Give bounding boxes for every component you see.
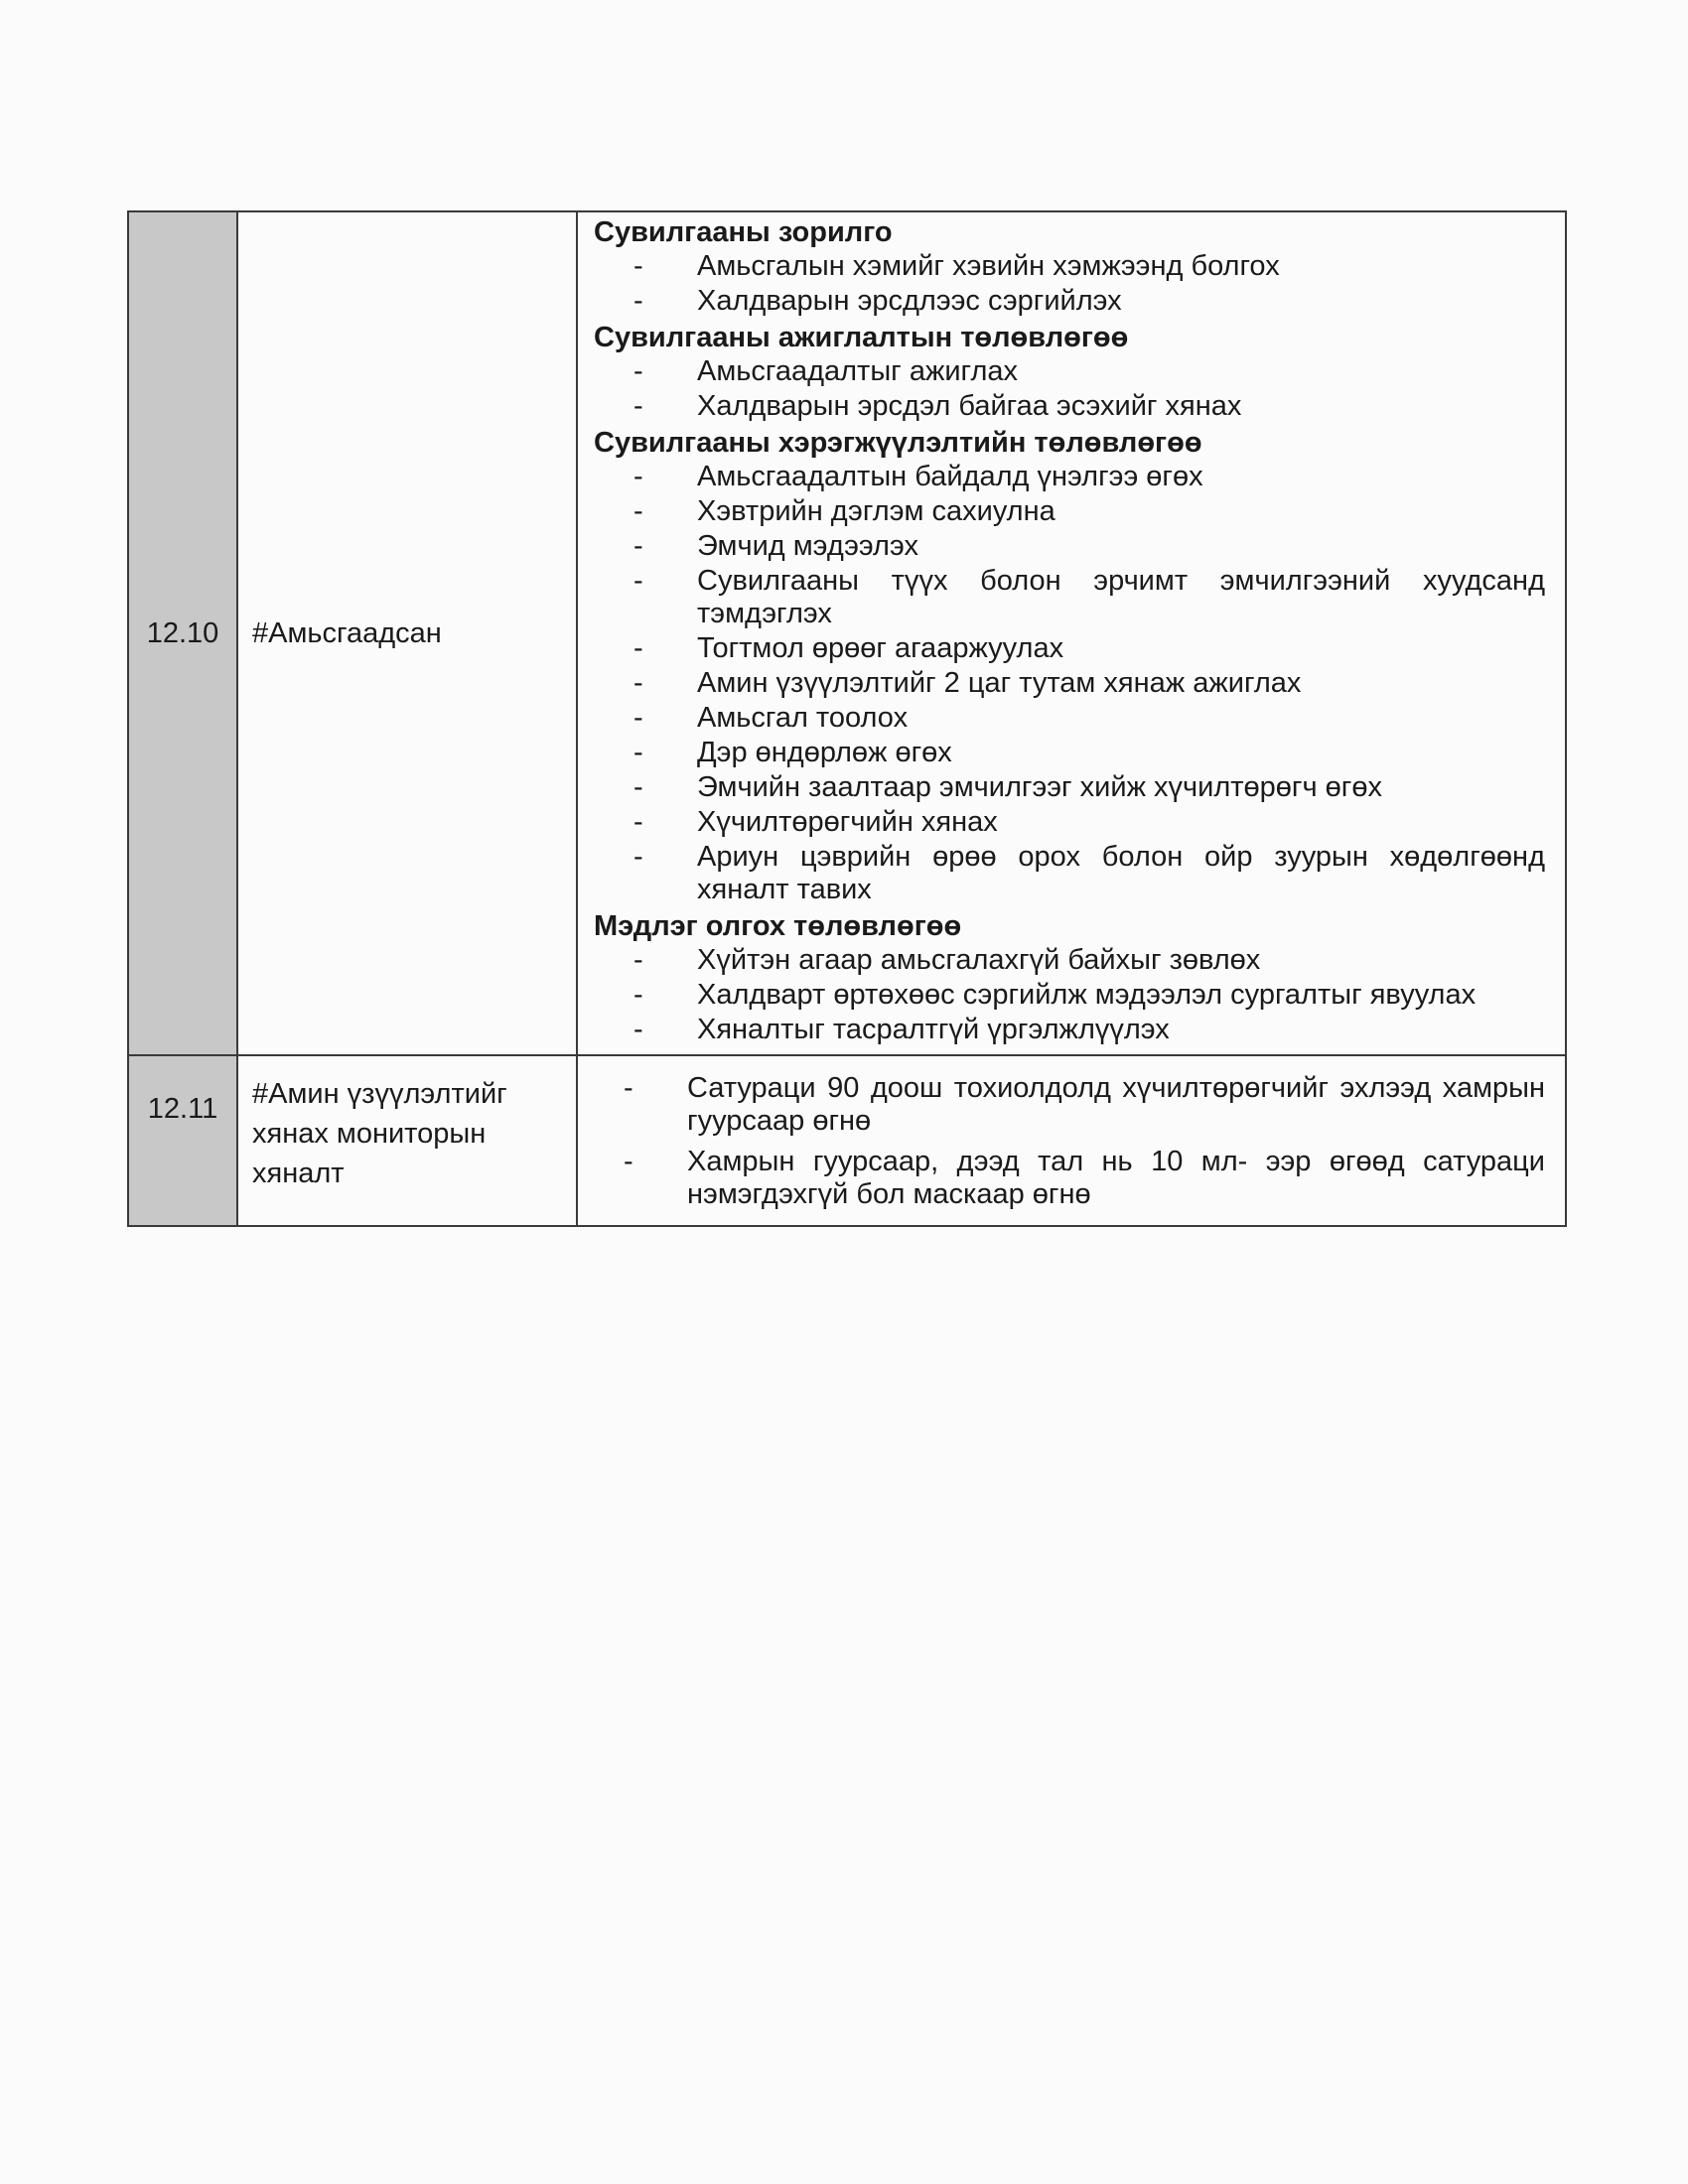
list-item bbox=[624, 1072, 1545, 1138]
list-item bbox=[633, 390, 1545, 423]
list-item bbox=[633, 979, 1545, 1012]
row-number: 12.10 bbox=[128, 211, 237, 1055]
dash-marker: - bbox=[624, 1072, 633, 1104]
list-item-text: Хэвтрийн дэглэм сахиулна bbox=[697, 495, 1055, 527]
care-plan-table bbox=[127, 210, 1567, 1227]
dash-marker: - bbox=[633, 806, 643, 838]
section-title: Сувилгааны зорилго bbox=[594, 216, 893, 248]
list-item bbox=[633, 461, 1545, 493]
list-item bbox=[633, 737, 1545, 769]
dash-marker: - bbox=[633, 632, 643, 664]
dash-marker: - bbox=[633, 667, 643, 699]
list-item bbox=[633, 771, 1545, 804]
bullet-list bbox=[594, 461, 1545, 906]
bullet-list bbox=[594, 944, 1545, 1046]
list-item-text: Амин үзүүлэлтийг 2 цаг тутам хянаж ажиглах bbox=[697, 667, 1302, 699]
list-item-text: Хамрын гуурсаар, дээд тал нь 10 мл- ээр өгөөд сатураци нэмэгдэхгүй бол маскаар өгнө bbox=[687, 1146, 1545, 1210]
row-plan bbox=[577, 1055, 1566, 1226]
list-item-text: Халдварын эрсдэл байгаа эсэхийг хянах bbox=[697, 390, 1242, 422]
list-item bbox=[633, 495, 1545, 528]
list-item bbox=[633, 250, 1545, 283]
list-item-text: Сатураци 90 доош тохиолдолд хүчилтөрөгчийг эхлээд хамрын гуурсаар өгнө bbox=[687, 1072, 1545, 1137]
table-row bbox=[128, 1055, 1566, 1226]
section-title: Сувилгааны ажиглалтын төлөвлөгөө bbox=[594, 322, 1129, 353]
row-diagnosis: #Амин үзүүлэлтийг хянах мониторын хяналт bbox=[237, 1055, 577, 1226]
list-item-text: Эмчийн заалтаар эмчилгээг хийж хүчилтөрөгч өгөх bbox=[697, 771, 1383, 803]
list-item bbox=[633, 565, 1545, 630]
list-item-text: Хүчилтөрөгчийн хянах bbox=[697, 806, 998, 838]
list-item-text: Тогтмол өрөөг агааржуулах bbox=[697, 632, 1064, 664]
list-item bbox=[624, 1146, 1545, 1211]
list-item-text: Халдварын эрсдлээс сэргийлэх bbox=[697, 285, 1122, 317]
dash-marker: - bbox=[633, 841, 643, 873]
dash-marker: - bbox=[633, 565, 643, 597]
dash-marker: - bbox=[633, 390, 643, 422]
list-item-text: Хүйтэн агаар амьсгалахгүй байхыг зөвлөх bbox=[697, 944, 1261, 976]
list-item-text: Халдварт өртөхөөс сэргийлж мэдээлэл сургалтыг явуулах bbox=[697, 979, 1477, 1011]
list-item-text: Дэр өндөрлөж өгөх bbox=[697, 737, 952, 768]
list-item-text: Сувилгааны түүх болон эрчимт эмчилгээний хуудсанд тэмдэглэх bbox=[697, 565, 1545, 629]
list-item bbox=[633, 667, 1545, 700]
dash-marker: - bbox=[633, 702, 643, 734]
list-item-text: Ариун цэврийн өрөө орох болон ойр зуурын хөдөлгөөнд хяналт тавих bbox=[697, 841, 1545, 905]
list-item-text: Хяналтыг тасралтгүй үргэлжлүүлэх bbox=[697, 1014, 1170, 1045]
list-item bbox=[633, 355, 1545, 388]
list-item bbox=[633, 702, 1545, 735]
dash-marker: - bbox=[633, 530, 643, 562]
dash-marker: - bbox=[633, 285, 643, 317]
list-item bbox=[633, 806, 1545, 839]
list-item bbox=[633, 1014, 1545, 1046]
dash-marker: - bbox=[633, 1014, 643, 1045]
section-title: Сувилгааны хэрэгжүүлэлтийн төлөвлөгөө bbox=[594, 427, 1202, 459]
row-diagnosis: #Амьсгаадсан bbox=[237, 211, 577, 1055]
list-item bbox=[633, 841, 1545, 906]
list-item-text: Эмчид мэдээлэх bbox=[697, 530, 918, 562]
dash-marker: - bbox=[633, 979, 643, 1011]
row-number: 12.11 bbox=[128, 1055, 237, 1226]
dash-marker: - bbox=[624, 1146, 633, 1177]
list-item bbox=[633, 530, 1545, 563]
bullet-list bbox=[594, 1058, 1545, 1211]
list-item-text: Амьсгал тоолох bbox=[697, 702, 909, 734]
dash-marker: - bbox=[633, 737, 643, 768]
dash-marker: - bbox=[633, 461, 643, 492]
dash-marker: - bbox=[633, 771, 643, 803]
dash-marker: - bbox=[633, 495, 643, 527]
bullet-list bbox=[594, 250, 1545, 318]
list-item bbox=[633, 632, 1545, 665]
dash-marker: - bbox=[633, 250, 643, 282]
dash-marker: - bbox=[633, 944, 643, 976]
section-title: Мэдлэг олгох төлөвлөгөө bbox=[594, 910, 962, 942]
list-item bbox=[633, 285, 1545, 318]
row-plan bbox=[577, 211, 1566, 1055]
dash-marker: - bbox=[633, 355, 643, 387]
list-item-text: Амьсгалын хэмийг хэвийн хэмжээнд болгох bbox=[697, 250, 1280, 282]
list-item-text: Амьсгаадалтыг ажиглах bbox=[697, 355, 1019, 387]
bullet-list bbox=[594, 355, 1545, 423]
list-item bbox=[633, 944, 1545, 977]
table-row bbox=[128, 211, 1566, 1055]
list-item-text: Амьсгаадалтын байдалд үнэлгээ өгөх bbox=[697, 461, 1203, 492]
